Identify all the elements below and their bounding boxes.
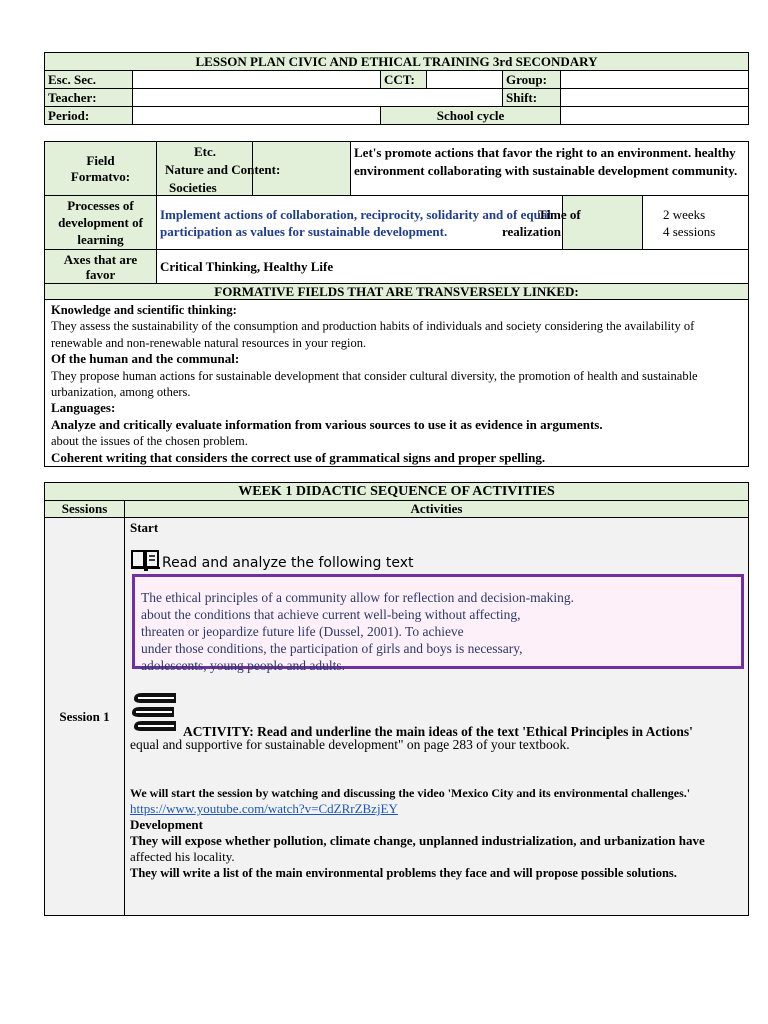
languages-title: Languages:	[51, 400, 116, 416]
human-text: They propose human actions for sustainable development that consider cultural diversity, the promotion of health and sustainable urbanization, among others.	[51, 368, 698, 400]
cct-field[interactable]	[427, 71, 503, 89]
books-stack-icon	[130, 691, 180, 737]
activity-bold: ACTIVITY: Read and underline the main ideas of the text 'Ethical Principles in Actions'	[183, 724, 693, 739]
human-title: Of the human and the communal:	[51, 351, 240, 367]
start-label: Start	[130, 520, 159, 535]
sessions-value: 4 sessions	[663, 223, 716, 239]
quote-line-3: threaten or jeopardize future life (Dussel, 2001). To achieve	[141, 624, 464, 639]
axes-label: Axes that are favor	[45, 250, 157, 284]
languages-bold2: Coherent writing that considers the correct use of grammatical signs and proper spelling.	[51, 449, 546, 465]
quote-line-4: under those conditions, the participation of girls and boys is necessary,	[141, 641, 523, 656]
read-instruction-row	[130, 548, 744, 572]
languages-text: about the issues of the chosen problem.	[51, 434, 248, 449]
video-link[interactable]: https://www.youtube.com/watch?v=CdZRrZBzjEY	[130, 801, 398, 816]
period-field[interactable]	[133, 107, 381, 125]
shift-field[interactable]	[561, 89, 749, 107]
esc-sec-label: Esc. Sec.	[45, 71, 133, 89]
quote-line-2: about the conditions that achieve current well-being without affecting,	[141, 607, 521, 622]
list-bold: They will write a list of the main environmental problems they face and will propose possible solutions.	[130, 866, 677, 880]
languages-bold: Analyze and critically evaluate information from various sources to use it as evidence in arguments.	[51, 416, 603, 432]
plan-table	[44, 141, 749, 467]
esc-sec-field[interactable]	[133, 71, 381, 89]
formative-header: FORMATIVE FIELDS THAT ARE TRANSVERSELY LINKED:	[45, 284, 749, 300]
sessions-header: Sessions	[45, 501, 125, 518]
session-1-label: Session 1	[45, 518, 125, 916]
time-values	[643, 196, 749, 250]
quote-line-1: The ethical principles of a community allow for reflection and decision-making.	[141, 590, 574, 605]
quote-line-5: adolescents, young people and adults.	[141, 658, 345, 673]
session-1-activities	[125, 518, 749, 916]
processes-text: Implement actions of collaboration, reciprocity, solidarity and of equal participation as values for sustainable development.	[160, 206, 551, 239]
period-label: Period:	[45, 107, 133, 125]
field-formativo-cell	[45, 142, 157, 196]
teacher-field[interactable]	[133, 89, 503, 107]
expose-text: affected his locality.	[130, 849, 235, 864]
school-cycle-field[interactable]	[561, 107, 749, 125]
weeks-value: 2 weeks	[663, 206, 706, 222]
activities-header: Activities	[125, 501, 749, 518]
axes-text: Critical Thinking, Healthy Life	[157, 250, 749, 284]
read-instruction: Read and analyze the following text	[162, 555, 414, 571]
week-title: WEEK 1 DIDACTIC SEQUENCE OF ACTIVITIES	[45, 483, 749, 501]
activity-text: equal and supportive for sustainable development" on page 283 of your textbook.	[130, 737, 570, 752]
expose-bold: They will expose whether pollution, climate change, unplanned industrialization, and urbanization have	[130, 833, 705, 848]
group-label: Group:	[503, 71, 561, 89]
teacher-label: Teacher:	[45, 89, 133, 107]
nature-cell	[157, 142, 281, 196]
activities-table	[44, 482, 749, 916]
etc-label: Etc.	[193, 144, 217, 159]
quote-box	[132, 574, 744, 673]
school-cycle-label: School cycle	[381, 107, 561, 125]
processes-label: Processes of development of learning	[45, 196, 157, 250]
header-table	[44, 52, 749, 125]
knowledge-text: They assess the sustainability of the consumption and production habits of individuals and society considering the availability of renewable and non-renewable natural resources in your region.	[51, 319, 695, 350]
knowledge-title: Knowledge and scientific thinking:	[51, 303, 237, 317]
development-label: Development	[130, 817, 203, 832]
field-label: Field	[86, 152, 115, 168]
time-of-label: Time of	[538, 207, 581, 222]
formativo-label: Formatvo:	[70, 168, 131, 184]
activity-row	[130, 691, 744, 737]
formative-fields-cell	[45, 300, 749, 467]
nature-content-label: Nature and Content:	[165, 162, 281, 177]
realization-label: realization	[502, 224, 561, 239]
shift-label: Shift:	[503, 89, 561, 107]
group-field[interactable]	[561, 71, 749, 89]
book-icon	[130, 548, 162, 572]
societies-label: Societies	[169, 180, 217, 195]
video-text: We will start the session by watching and discussing the video 'Mexico City and its environmental challenges.'	[130, 786, 691, 800]
cct-label: CCT:	[381, 71, 427, 89]
content-text: Let's promote actions that favor the right to an environment. healthy environment collaborating with sustainable development community.	[351, 142, 749, 196]
lesson-plan-title: LESSON PLAN CIVIC AND ETHICAL TRAINING 3rd SECONDARY	[45, 53, 749, 71]
